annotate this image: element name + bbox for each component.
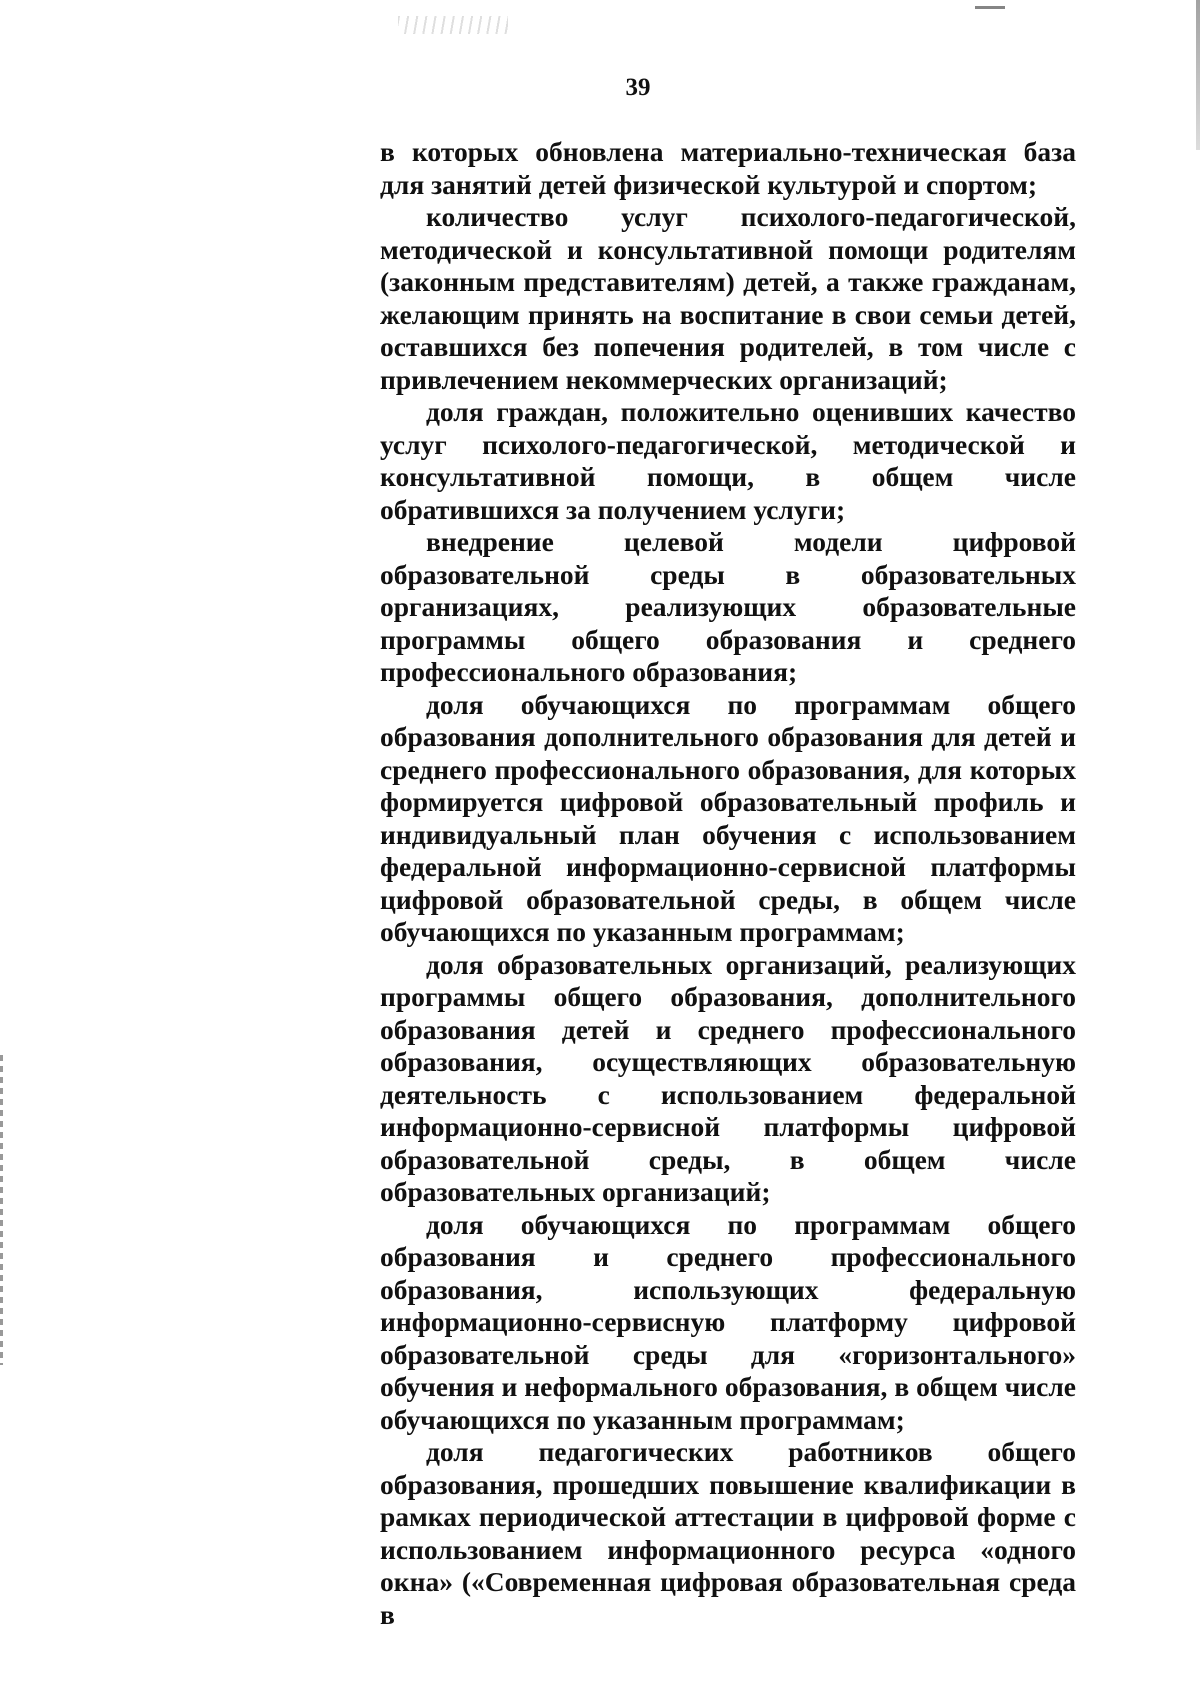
document-body: [380, 136, 1076, 1631]
page-number: 39: [625, 74, 651, 101]
scan-artifact: [398, 16, 508, 34]
paragraph: доля граждан, положительно оценивших качество услуг психолого-педагогической, методической и консультативной помощи, в общем числе обратившихся за получением услуги;: [380, 396, 1076, 525]
paragraph: внедрение целевой модели цифровой образовательной среды в образовательных организациях, реализующих образовательные программы общего образования и среднего профессионального образования;: [380, 526, 1076, 687]
scan-artifact: [0, 1055, 3, 1365]
paragraph: доля образовательных организаций, реализующих программы общего образования, дополнительного образования детей и среднего профессионального образования, осуществляющих образовательную деятельность с использованием федеральной информационно-сервисной платформы цифровой образовательной среды, в общем числе образовательных организаций;: [380, 948, 1076, 1207]
paragraph: в которых обновлена материально-техническая база для занятий детей физической культурой и спортом;: [380, 136, 1076, 200]
scan-artifact: [975, 6, 1005, 9]
paragraph: доля обучающихся по программам общего образования дополнительного образования для детей и среднего профессионального образования, для которых формируется цифровой образовательный профиль и индивидуальный план обучения с использованием федеральной информационно-сервисной платформы цифровой образовательной среды, в общем числе обучающихся по указанным программам;: [380, 688, 1076, 947]
paragraph: доля педагогических работников общего образования, прошедших повышение квалификации в рамках периодической аттестации в цифровой форме с использованием информационного ресурса «одного окна» («Современная цифровая образовательная среда в: [380, 1436, 1076, 1630]
paragraph: количество услуг психолого-педагогической, методической и консультативной помощи родителям (законным представителям) детей, а также гражданам, желающим принять на воспитание в свои семьи детей, оставшихся без попечения родителей, в том числе с привлечением некоммерческих организаций;: [380, 201, 1076, 395]
paragraph: доля обучающихся по программам общего образования и среднего профессионального образования, использующих федеральную информационно-сервисную платформу цифровой образовательной среды для «горизонтального» обучения и неформального образования, в общем числе обучающихся по указанным программам;: [380, 1208, 1076, 1435]
